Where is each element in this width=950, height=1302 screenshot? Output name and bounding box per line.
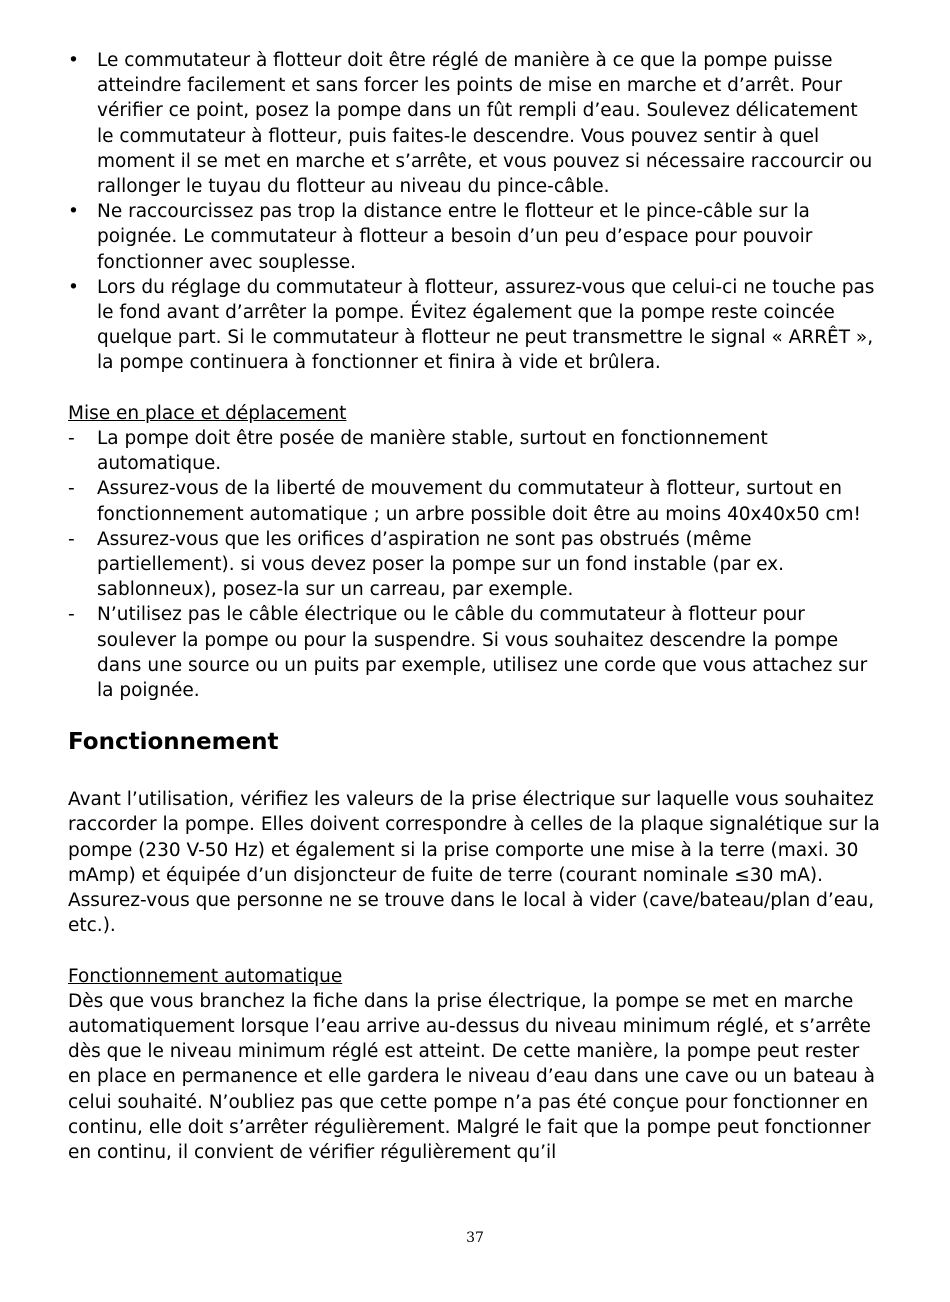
dash-marker: -: [68, 604, 75, 626]
page-number: 37: [466, 1230, 484, 1246]
document-page: [68, 48, 880, 1165]
list-item-text: Le commutateur à flotteur doit être réglé de manière à ce que la pompe puisse atteindre facilement et sans forcer les points de mise en marche et d’arrêt. Pour vérifier ce point, posez la pompe dans un fût rempli d’eau. Soulevez délicatement le commutateur à flotteur, puis faites-le descendre. Vous pouvez sentir à quel moment il se met en marche et s’arrête, et vous pouvez si nécessaire raccourcir ou rallonger le tuyau du flotteur au niveau du pince-câble.: [97, 50, 873, 198]
list-item-text: N’utilisez pas le câble électrique ou le câble du commutateur à flotteur pour soulever la pompe ou pour la suspendre. Si vous souhaitez descendre la pompe dans une source ou un puits par exemple, utilisez une corde que vous attachez sur la poignée.: [97, 604, 868, 702]
operation-intro-paragraph: Avant l’utilisation, vérifiez les valeurs de la prise électrique sur laquelle vous souhaitez raccorder la pompe. Elles doivent correspondre à celles de la plaque signalétique sur la pompe (230 V-50 Hz) et également si la prise comporte une mise à la terre (maxi. 30 mAmp) et équipée d’un disjoncteur de fuite de terre (courant nominale ≤30 mA). Assurez-vous que personne ne se trouve dans le local à vider (cave/bateau/plan d’eau, etc.).: [68, 789, 880, 937]
dash-marker: -: [68, 478, 75, 500]
list-item-text: La pompe doit être posée de manière stable, surtout en fonctionnement automatique.: [97, 428, 768, 475]
list-item-text: Lors du réglage du commutateur à flotteur, assurez-vous que celui-ci ne touche pas le fond avant d’arrêter la pompe. Évitez également que la pompe reste coincée quelque part. Si le commutateur à flotteur ne peut transmettre le signal « ARRÊT », la pompe continuera à fonctionner et finira à vide et brûlera.: [97, 276, 875, 374]
list-item: [68, 275, 880, 376]
list-item-text: Assurez-vous de la liberté de mouvement du commutateur à flotteur, surtout en fonctionnement automatique ; un arbre possible doit être au moins 40x40x50 cm!: [97, 478, 861, 525]
section-subtitle-automatic: Fonctionnement automatique: [68, 965, 343, 987]
bullet-marker: •: [68, 50, 79, 71]
list-item-text: Ne raccourcissez pas trop la distance entre le flotteur et le pince-câble sur la poignée. Le commutateur à flotteur a besoin d’un peu d’espace pour pouvoir fonctionner avec souplesse.: [97, 201, 813, 273]
bullet-marker: •: [68, 276, 79, 298]
dash-list: [68, 426, 880, 703]
list-item: [68, 199, 880, 275]
bullet-list: [68, 48, 880, 376]
list-item: [68, 527, 880, 603]
dash-marker: -: [68, 528, 75, 550]
list-item: [68, 48, 880, 199]
dash-marker: -: [68, 428, 75, 450]
section-subtitle-placement: Mise en place et déplacement: [68, 402, 347, 424]
automatic-operation-paragraph: Dès que vous branchez la fiche dans la prise électrique, la pompe se met en marche automatiquement lorsque l’eau arrive au-dessus du niveau minimum réglé, et s’arrête dès que le niveau minimum réglé est atteint. De cette manière, la pompe peut rester en place en permanence et elle gardera le niveau d’eau dans une cave ou un bateau à celui souhaité. N’oubliez pas que cette pompe n’a pas été conçue pour fonctionner en continu, elle doit s’arrêter régulièrement. Malgré le fait que la pompe peut fonctionner en continu, il convient de vérifier régulièrement qu’il: [68, 990, 875, 1164]
list-item: [68, 426, 880, 476]
bullet-marker: •: [68, 201, 79, 223]
list-item: [68, 476, 880, 526]
section-heading-operation: Fonctionnement: [68, 729, 279, 756]
list-item-text: Assurez-vous que les orifices d’aspiration ne sont pas obstrués (même partiellement). si vous devez poser la pompe sur un fond instable (par ex. sablonneux), posez-la sur un carreau, par exemple.: [97, 528, 784, 601]
list-item: [68, 602, 880, 703]
